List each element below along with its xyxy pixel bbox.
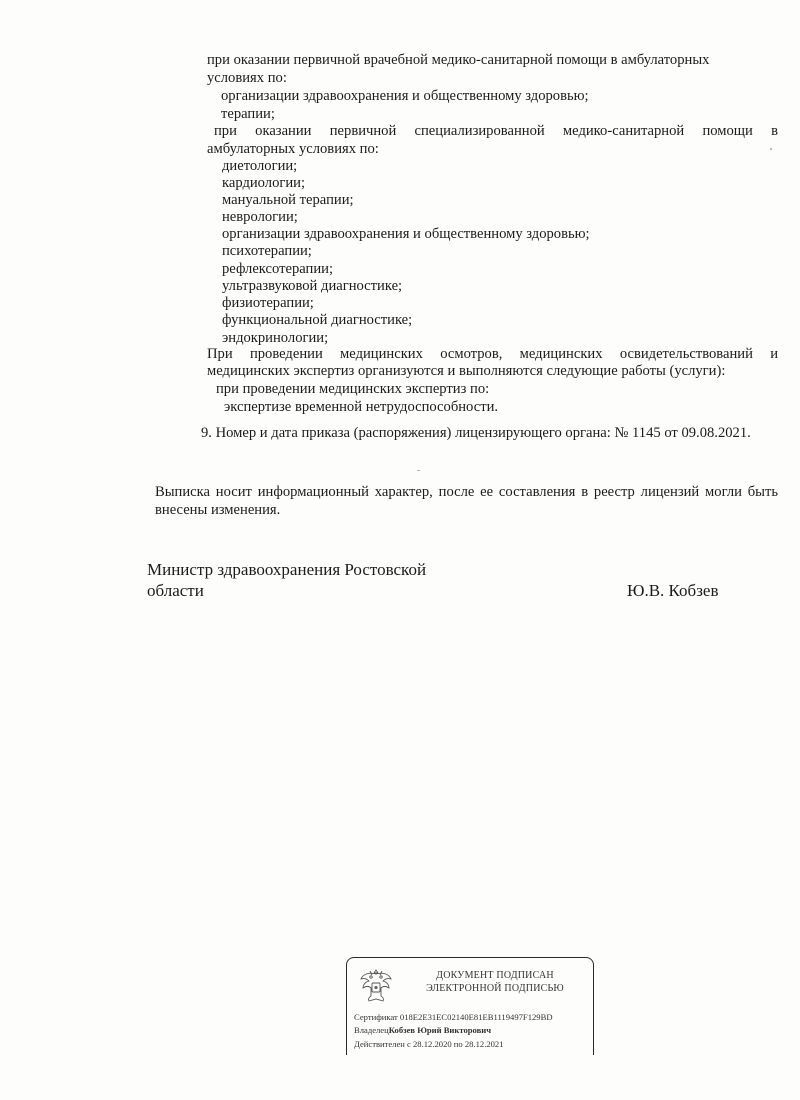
signatory-title-line1: Министр здравоохранения Ростовской (147, 560, 427, 579)
list-item: рефлексотерапии; (222, 261, 334, 277)
stamp-header-line1: ДОКУМЕНТ ПОДПИСАН (436, 970, 554, 981)
paragraph-specialized-care-line1: при оказании первичной специализированной медико-санитарной помощи в (214, 123, 778, 139)
stamp-owner-value: Кобзев Юрий Викторович (388, 1025, 492, 1035)
list-item: кардиологии; (222, 175, 306, 191)
notice-line1: Выписка носит информационный характер, после ее составления в реестр лицензий могли быть (155, 484, 778, 500)
list-item: терапии; (221, 106, 275, 122)
stamp-certificate (354, 1012, 553, 1023)
signatory-title-line2: области (147, 581, 204, 600)
paragraph-specialized-care-line2: амбулаторных условиях по: (207, 141, 379, 157)
paragraph-examinations-line2: медицинских экспертиз организуются и выполняются следующие работы (услуги): (207, 363, 726, 379)
stamp-certificate-value: 018E2E31EC02140E81EB1119497F129BD (399, 1012, 553, 1022)
notice-line2: внесены изменения. (155, 502, 281, 518)
scan-speck (770, 148, 772, 150)
paragraph-primary-care-line2: условиях по: (207, 70, 287, 86)
stamp-header-line2: ЭЛЕКТРОННОЙ ПОДПИСЬЮ (426, 983, 564, 994)
list-item: организации здравоохранения и общественному здоровью; (222, 226, 590, 242)
stamp-validity: Действителен с 28.12.2020 по 28.12.2021 (354, 1039, 504, 1049)
stamp-owner-label: Владелец (354, 1025, 389, 1035)
signatory-name: Ю.В. Кобзев (627, 581, 719, 600)
stamp-certificate-label: Сертификат (354, 1012, 400, 1022)
electronic-signature-stamp (346, 957, 594, 1055)
scan-speck (417, 470, 420, 471)
justified-text: при оказании первичной врачебной медико-санитарной помощи в амбулаторных (207, 52, 710, 68)
list-item: эндокринологии; (222, 330, 329, 346)
stamp-owner (354, 1025, 491, 1036)
paragraph-expertise: при проведении медицинских экспертиз по: (216, 381, 490, 397)
list-item: психотерапии; (222, 243, 312, 259)
list-item: физиотерапии; (222, 295, 314, 311)
signatory-title (147, 559, 426, 601)
list-item: мануальной терапии; (222, 192, 354, 208)
list-item: ультразвуковой диагностике; (222, 278, 403, 294)
coat-of-arms-icon (357, 966, 395, 1006)
paragraph-examinations-line1: При проведении медицинских осмотров, медицинских освидетельствований и (207, 346, 778, 362)
list-item: функциональной диагностике; (222, 312, 413, 328)
item-order-number: 9. Номер и дата приказа (распоряжения) лицензирующего органа: № 1145 от 09.08.2021. (201, 425, 751, 441)
paragraph-primary-care-line1 (207, 52, 778, 69)
list-item: экспертизе временной нетрудоспособности. (224, 399, 499, 415)
list-item: неврологии; (222, 209, 298, 225)
list-item: организации здравоохранения и общественному здоровью; (221, 88, 589, 104)
list-item: диетологии; (222, 158, 298, 174)
